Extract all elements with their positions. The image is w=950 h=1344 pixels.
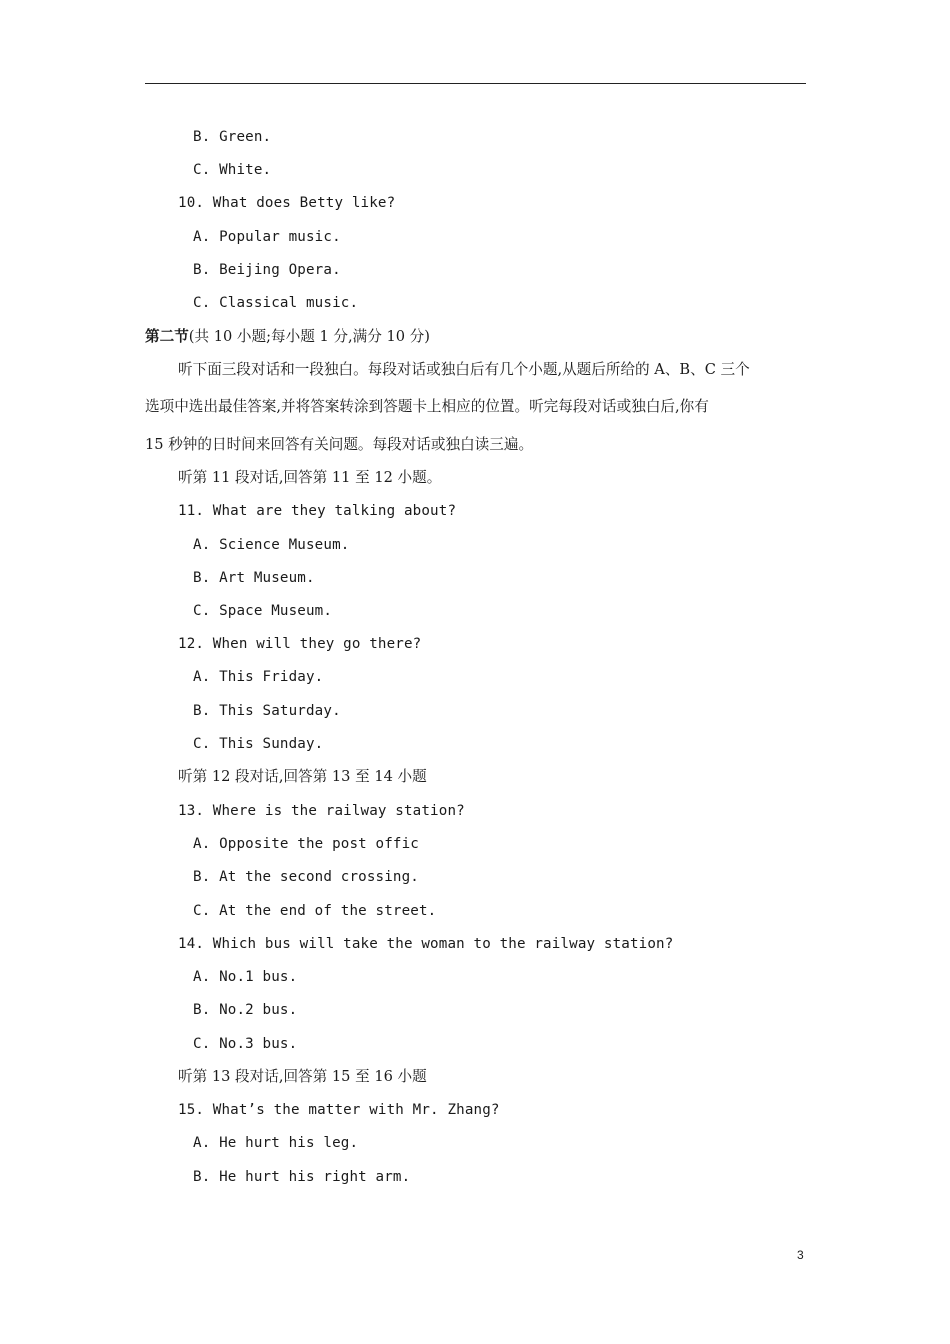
question: 13. Where is the railway station? — [178, 803, 465, 819]
answer-option: A. He hurt his leg. — [193, 1135, 359, 1151]
question: 15. What’s the matter with Mr. Zhang? — [178, 1102, 500, 1118]
answer-option: A. Opposite the post offic — [193, 836, 419, 852]
answer-option: C. Classical music. — [193, 295, 359, 311]
question: 11. What are they talking about? — [178, 503, 457, 519]
answer-option: B. He hurt his right arm. — [193, 1169, 411, 1185]
answer-option: A. Science Museum. — [193, 537, 350, 553]
dialogue-instruction: 听第 11 段对话,回答第 11 至 12 小题。 — [178, 469, 442, 486]
answer-option: B. Green. — [193, 129, 272, 145]
question: 12. When will they go there? — [178, 636, 422, 652]
header-rule — [145, 83, 806, 84]
page-number: 3 — [797, 1248, 804, 1262]
instructions-line: 选项中选出最佳答案,并将答案转涂到答题卡上相应的位置。听完每段对话或独白后,你有 — [145, 398, 709, 415]
answer-option: C. Space Museum. — [193, 603, 333, 619]
answer-option: B. This Saturday. — [193, 703, 341, 719]
answer-option: C. At the end of the street. — [193, 903, 437, 919]
dialogue-instruction: 听第 13 段对话,回答第 15 至 16 小题 — [178, 1068, 427, 1085]
section-heading-label: 第二节 — [145, 328, 189, 345]
answer-option: C. White. — [193, 162, 272, 178]
answer-option: A. Popular music. — [193, 229, 341, 245]
answer-option: B. No.2 bus. — [193, 1002, 298, 1018]
instructions-line: 听下面三段对话和一段独白。每段对话或独白后有几个小题,从题后所给的 A、B、C 三个 — [178, 361, 750, 378]
answer-option: C. No.3 bus. — [193, 1036, 298, 1052]
instructions-line: 15 秒钟的日时间来回答有关问题。每段对话或独白读三遍。 — [145, 436, 534, 453]
section-heading-note: (共 10 小题;每小题 1 分,满分 10 分) — [188, 328, 430, 345]
section-heading — [145, 328, 430, 346]
question: 14. Which bus will take the woman to the railway station? — [178, 936, 674, 952]
answer-option: A. No.1 bus. — [193, 969, 298, 985]
answer-option: B. Art Museum. — [193, 570, 315, 586]
answer-option: B. At the second crossing. — [193, 869, 419, 885]
question: 10. What does Betty like? — [178, 195, 396, 211]
answer-option: C. This Sunday. — [193, 736, 324, 752]
answer-option: B. Beijing Opera. — [193, 262, 341, 278]
answer-option: A. This Friday. — [193, 669, 324, 685]
dialogue-instruction: 听第 12 段对话,回答第 13 至 14 小题 — [178, 768, 427, 785]
